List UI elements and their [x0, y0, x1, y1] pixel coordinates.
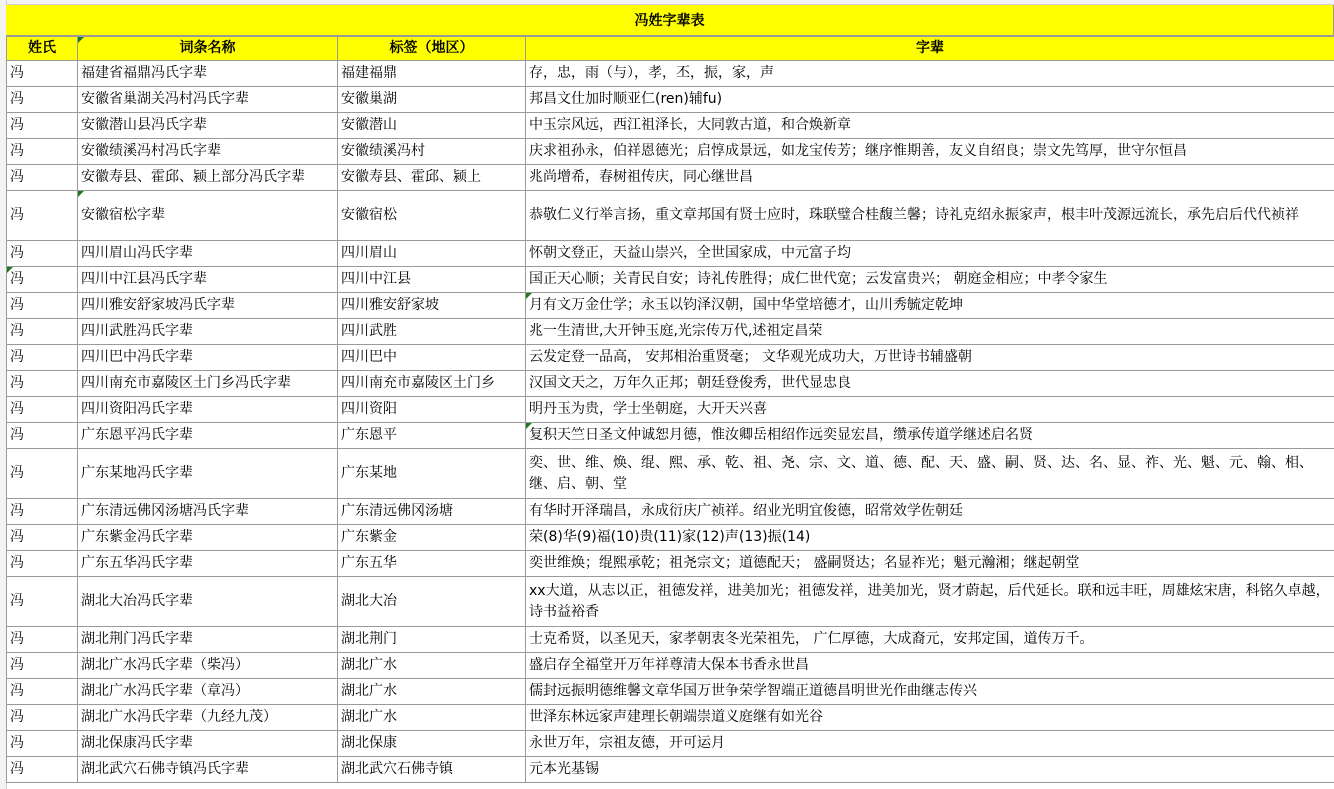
table-row — [7, 267, 1334, 293]
table-row — [7, 525, 1334, 551]
table-row — [7, 757, 1334, 783]
generation-names-cell[interactable]: xx大道，从志以正，祖德发祥，进美加光；祖德发祥，进美加光，贤才蔚起，后代延长。联和远丰旺，周雄炫宋唐，科铭久卓越，诗书益裕香 — [526, 577, 1334, 627]
header-generation-names[interactable]: 字辈 — [526, 37, 1334, 61]
entry-name-cell[interactable]: 四川资阳冯氏字辈 — [78, 397, 338, 423]
header-tag-region[interactable]: 标签（地区） — [338, 37, 526, 61]
tag-region-cell[interactable]: 广东某地 — [338, 449, 526, 499]
generation-names-cell[interactable]: 复积天竺日圣文仲诚恕月德，惟汝卿岳相绍作远奕显宏昌，缵承传道学继述启名贤 — [526, 423, 1334, 449]
generation-names-cell[interactable]: 有华时开泽瑞昌，永成衍庆广祯祥。绍业光明宜俊德，昭常效学佐朝廷 — [526, 499, 1334, 525]
tag-region-cell[interactable]: 安徽寿县、霍邱、颍上 — [338, 165, 526, 191]
surname-cell[interactable]: 冯 — [7, 139, 78, 165]
surname-cell[interactable]: 冯 — [7, 679, 78, 705]
generation-names-cell[interactable]: 世泽东林远家声建理长朝端崇道义庭继有如光谷 — [526, 705, 1334, 731]
sheet-title-cell[interactable] — [6, 5, 1334, 36]
tag-region-cell[interactable]: 四川眉山 — [338, 241, 526, 267]
table-row — [7, 113, 1334, 139]
generation-names-cell[interactable]: 恭敬仁义行举言扬，重文章邦国有贤士应时，珠联璧合桂馥兰馨；诗礼克绍永振家声，根丰叶茂源远流长，承先启后代代祯祥 — [526, 191, 1334, 241]
generation-names-cell[interactable]: 盛启存全福堂开万年祥尊清大保本书香永世昌 — [526, 653, 1334, 679]
surname-cell[interactable]: 冯 — [7, 61, 78, 87]
tag-region-cell[interactable]: 安徽潜山 — [338, 113, 526, 139]
tag-region-cell[interactable]: 湖北广水 — [338, 653, 526, 679]
surname-cell[interactable]: 冯 — [7, 653, 78, 679]
entry-name-cell[interactable]: 四川巴中冯氏字辈 — [78, 345, 338, 371]
entry-name-cell[interactable]: 安徽潜山县冯氏字辈 — [78, 113, 338, 139]
surname-cell[interactable]: 冯 — [7, 499, 78, 525]
entry-name-cell[interactable]: 四川眉山冯氏字辈 — [78, 241, 338, 267]
entry-name-cell[interactable]: 湖北广水冯氏字辈（九经九茂） — [78, 705, 338, 731]
surname-cell[interactable]: 冯 — [7, 731, 78, 757]
tag-region-cell[interactable]: 四川南充市嘉陵区土门乡 — [338, 371, 526, 397]
generation-names-cell[interactable]: 儒封远振明德维馨文章华国万世争荣学智端正道德昌明世光作曲继志传兴 — [526, 679, 1334, 705]
table-row — [7, 627, 1334, 653]
generation-names-cell[interactable]: 云发定登一品高， 安邦相治重贤毫； 文华观光成功大，万世诗书辅盛朝 — [526, 345, 1334, 371]
generation-names-cell[interactable]: 月有文万金仕学；永玉以钧泽汉朝，国中华堂培德才，山川秀毓定乾坤 — [526, 293, 1334, 319]
tag-region-cell[interactable]: 四川中江县 — [338, 267, 526, 293]
generation-names-cell[interactable]: 存，忠，雨（与），孝，丕，振，家，声 — [526, 61, 1334, 87]
entry-name-cell[interactable]: 安徽绩溪冯村冯氏字辈 — [78, 139, 338, 165]
generation-names-cell[interactable]: 兆一生清世,大开钟玉庭,光宗传万代,述祖定昌荣 — [526, 319, 1334, 345]
surname-cell[interactable]: 冯 — [7, 371, 78, 397]
table-row — [7, 345, 1334, 371]
sheet-title: 冯姓字辈表 — [634, 13, 705, 29]
tag-region-cell[interactable]: 广东恩平 — [338, 423, 526, 449]
generation-names-cell[interactable]: 庆求祖孙永，伯祥恩德光；启惇成景远，如龙宝传芳；继序惟期善，友义自绍良；崇文先笃厚，世守尔恒昌 — [526, 139, 1334, 165]
entry-name-cell[interactable]: 湖北保康冯氏字辈 — [78, 731, 338, 757]
table-row — [7, 705, 1334, 731]
surname-cell[interactable]: 冯 — [7, 319, 78, 345]
surname-cell[interactable]: 冯 — [7, 577, 78, 627]
surname-cell[interactable]: 冯 — [7, 191, 78, 241]
tag-region-cell[interactable]: 四川巴中 — [338, 345, 526, 371]
entry-name-cell[interactable]: 四川南充市嘉陵区土门乡冯氏字辈 — [78, 371, 338, 397]
entry-name-cell[interactable]: 四川雅安舒家坡冯氏字辈 — [78, 293, 338, 319]
entry-name-cell[interactable]: 湖北广水冯氏字辈（柴冯） — [78, 653, 338, 679]
entry-name-cell[interactable]: 四川武胜冯氏字辈 — [78, 319, 338, 345]
surname-cell[interactable]: 冯 — [7, 87, 78, 113]
tag-region-cell[interactable]: 安徽宿松 — [338, 191, 526, 241]
surname-cell[interactable]: 冯 — [7, 293, 78, 319]
entry-name-cell[interactable]: 湖北武穴石佛寺镇冯氏字辈 — [78, 757, 338, 783]
generation-names-cell[interactable]: 邦昌文仕加时顺亚仁(ren)辅fu) — [526, 87, 1334, 113]
table-row — [7, 87, 1334, 113]
header-entry-name[interactable]: 词条名称 — [78, 37, 338, 61]
surname-cell[interactable]: 冯 — [7, 551, 78, 577]
table-row — [7, 371, 1334, 397]
entry-name-cell[interactable]: 广东某地冯氏字辈 — [78, 449, 338, 499]
tag-region-cell[interactable]: 安徽巢湖 — [338, 87, 526, 113]
generation-names-cell[interactable]: 元本光基锡 — [526, 757, 1334, 783]
entry-name-cell[interactable]: 安徽宿松字辈 — [78, 191, 338, 241]
surname-cell[interactable]: 冯 — [7, 757, 78, 783]
header-surname[interactable]: 姓氏 — [7, 37, 78, 61]
generation-names-cell[interactable]: 奕、世、维、焕、绲、熙、承、乾、祖、尧、宗、文、道、德、配、天、盛、嗣、贤、达、名、显、祚、光、魁、元、翰、相、继、启、朝、堂 — [526, 449, 1334, 499]
generation-names-cell[interactable]: 荣(8)华(9)福(10)贵(11)家(12)声(13)振(14) — [526, 525, 1334, 551]
entry-name-cell[interactable]: 安徽寿县、霍邱、颍上部分冯氏字辈 — [78, 165, 338, 191]
table-row — [7, 577, 1334, 627]
tag-region-cell[interactable]: 湖北广水 — [338, 705, 526, 731]
entry-name-cell[interactable]: 湖北大冶冯氏字辈 — [78, 577, 338, 627]
table-row — [7, 241, 1334, 267]
surname-cell[interactable]: 冯 — [7, 525, 78, 551]
generation-names-cell[interactable]: 永世万年，宗祖友德，开可运月 — [526, 731, 1334, 757]
table-row — [7, 449, 1334, 499]
surname-cell[interactable]: 冯 — [7, 241, 78, 267]
generation-names-cell[interactable]: 兆尚增希，春树祖传庆，同心继世昌 — [526, 165, 1334, 191]
tag-region-cell[interactable]: 广东清远佛冈汤塘 — [338, 499, 526, 525]
tag-region-cell[interactable]: 广东紫金 — [338, 525, 526, 551]
table-row — [7, 653, 1334, 679]
entry-name-cell[interactable]: 广东清远佛冈汤塘冯氏字辈 — [78, 499, 338, 525]
generation-names-cell[interactable]: 奕世维焕；绲熙承乾；祖尧宗文；道德配天； 盛嗣贤达；名显祚光；魁元瀚湘；继起朝堂 — [526, 551, 1334, 577]
entry-name-cell[interactable]: 广东恩平冯氏字辈 — [78, 423, 338, 449]
entry-name-cell[interactable]: 湖北荆门冯氏字辈 — [78, 627, 338, 653]
table-row — [7, 423, 1334, 449]
tag-region-cell[interactable]: 湖北广水 — [338, 679, 526, 705]
table-row — [7, 319, 1334, 345]
surname-cell[interactable]: 冯 — [7, 397, 78, 423]
table-row — [7, 397, 1334, 423]
table-row — [7, 731, 1334, 757]
surname-cell[interactable]: 冯 — [7, 267, 78, 293]
tag-region-cell[interactable]: 湖北大冶 — [338, 577, 526, 627]
table-header-row — [7, 37, 1334, 61]
surname-generation-table — [6, 36, 1334, 783]
generation-names-cell[interactable]: 中玉宗风远，西江祖泽长，大同敦古道，和合焕新章 — [526, 113, 1334, 139]
entry-name-cell[interactable]: 四川中江县冯氏字辈 — [78, 267, 338, 293]
table-row — [7, 191, 1334, 241]
table-row — [7, 165, 1334, 191]
surname-cell[interactable]: 冯 — [7, 345, 78, 371]
tag-region-cell[interactable]: 四川武胜 — [338, 319, 526, 345]
surname-cell[interactable]: 冯 — [7, 705, 78, 731]
table-row — [7, 293, 1334, 319]
entry-name-cell[interactable]: 安徽省巢湖关冯村冯氏字辈 — [78, 87, 338, 113]
entry-name-cell[interactable]: 广东五华冯氏字辈 — [78, 551, 338, 577]
table-row — [7, 61, 1334, 87]
surname-cell[interactable]: 冯 — [7, 113, 78, 139]
entry-name-cell[interactable]: 广东紫金冯氏字辈 — [78, 525, 338, 551]
table-row — [7, 139, 1334, 165]
generation-names-cell[interactable]: 明丹玉为贵，学士坐朝庭，大开天兴喜 — [526, 397, 1334, 423]
table-row — [7, 551, 1334, 577]
tag-region-cell[interactable]: 湖北武穴石佛寺镇 — [338, 757, 526, 783]
tag-region-cell[interactable]: 四川资阳 — [338, 397, 526, 423]
surname-cell[interactable]: 冯 — [7, 423, 78, 449]
table-row — [7, 679, 1334, 705]
surname-cell[interactable]: 冯 — [7, 449, 78, 499]
tag-region-cell[interactable]: 广东五华 — [338, 551, 526, 577]
tag-region-cell[interactable]: 四川雅安舒家坡 — [338, 293, 526, 319]
generation-names-cell[interactable]: 汉国文天之，万年久正邦；朝廷登俊秀，世代显忠良 — [526, 371, 1334, 397]
table-row — [7, 499, 1334, 525]
tag-region-cell[interactable]: 福建福鼎 — [338, 61, 526, 87]
generation-names-cell[interactable]: 士克希贤，以圣见天，家孝朝衷冬光荣祖先， 广仁厚德，大成裔元，安邦定国，道传万千。 — [526, 627, 1334, 653]
entry-name-cell[interactable]: 湖北广水冯氏字辈（章冯） — [78, 679, 338, 705]
surname-cell[interactable]: 冯 — [7, 165, 78, 191]
tag-region-cell[interactable]: 湖北荆门 — [338, 627, 526, 653]
surname-cell[interactable]: 冯 — [7, 627, 78, 653]
tag-region-cell[interactable]: 安徽绩溪冯村 — [338, 139, 526, 165]
generation-names-cell[interactable]: 国正天心顺；关青民自安；诗礼传胜得；成仁世代宽；云发富贵兴； 朝庭金相应；中孝令家生 — [526, 267, 1334, 293]
generation-names-cell[interactable]: 怀朝文登正，天益山崇兴，全世国家成，中元富子均 — [526, 241, 1334, 267]
entry-name-cell[interactable]: 福建省福鼎冯氏字辈 — [78, 61, 338, 87]
tag-region-cell[interactable]: 湖北保康 — [338, 731, 526, 757]
